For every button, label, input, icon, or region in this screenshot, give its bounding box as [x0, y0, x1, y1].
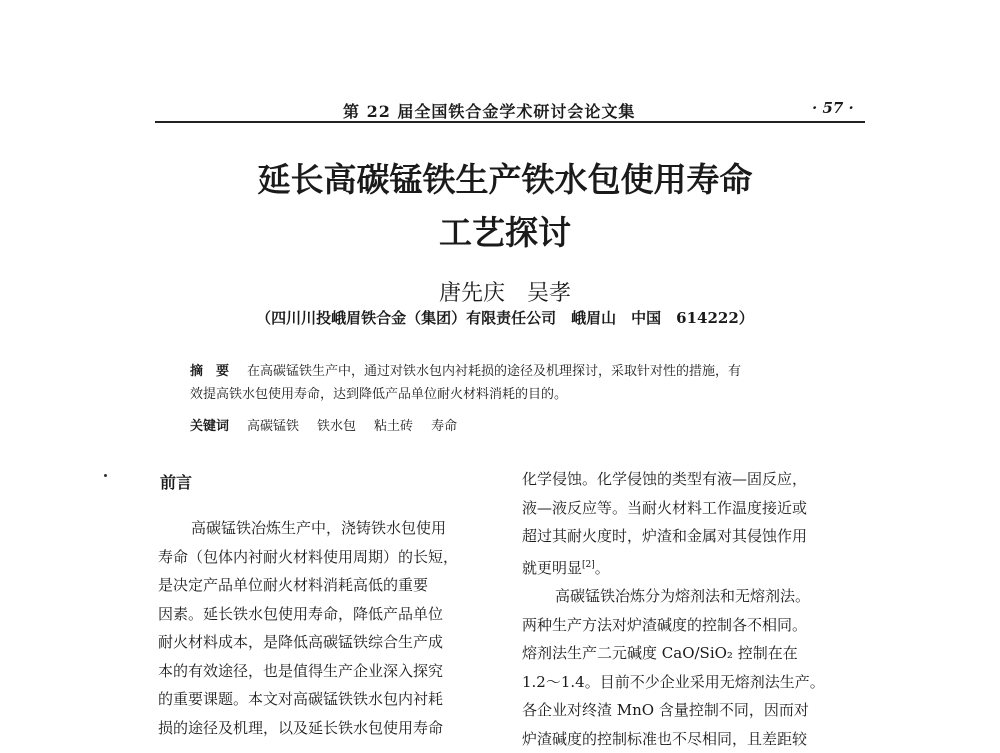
header-rule	[155, 121, 865, 123]
body-line: 损的途径及机理，以及延长铁水包使用寿命	[158, 714, 500, 743]
authors: 唐先庆 吴孝	[150, 276, 860, 307]
paper-title-line-1: 延长高碳锰铁生产铁水包使用寿命	[150, 154, 860, 201]
keyword-item: 寿命	[431, 419, 457, 434]
body-line: 化学侵蚀。化学侵蚀的类型有液—固反应，	[522, 465, 867, 494]
body-line: 高碳锰铁冶炼分为熔剂法和无熔剂法。	[522, 582, 867, 611]
paper-title-line-2: 工艺探讨	[150, 207, 860, 254]
body-line: 耐火材料成本，是降低高碳锰铁综合生产成	[158, 628, 500, 657]
abstract-line-2: 效提高铁水包使用寿命，达到降低产品单位耐火材料消耗的目的。	[190, 387, 567, 402]
body-line: 寿命（包体内衬耐火材料使用周期）的长短，	[158, 543, 500, 572]
affiliation: （四川川投峨眉铁合金（集团）有限责任公司 峨眉山 中国 614222）	[150, 307, 860, 328]
keyword-item: 铁水包	[317, 419, 356, 434]
body-line: 因素。延长铁水包使用寿命，降低产品单位	[158, 600, 500, 629]
keywords-label: 关键词	[190, 419, 229, 434]
keyword-item: 粘土砖	[374, 419, 413, 434]
right-column-body	[522, 465, 867, 753]
body-line: 高碳锰铁冶炼生产中，浇铸铁水包使用	[158, 514, 500, 543]
body-line: 液—液反应等。当耐火材料工作温度接近或	[522, 494, 867, 523]
body-line: 炉渣碱度的控制标准也不尽相同，且差距较	[522, 725, 867, 753]
left-column-body	[158, 514, 500, 742]
keywords	[190, 415, 850, 434]
body-line: 两种生产方法对炉渣碱度的控制各不相同。	[522, 611, 867, 640]
keyword-item: 高碳锰铁	[247, 419, 299, 434]
abstract	[190, 360, 850, 406]
abstract-line-1: 在高碳锰铁生产中，通过对铁水包内衬耗损的途径及机理探讨，采取针对性的措施，有	[247, 364, 741, 379]
body-line: 各企业对终渣 MnO 含量控制不同，因而对	[522, 696, 867, 725]
abstract-label: 摘 要	[190, 364, 229, 379]
body-line: 就更明显	[522, 559, 582, 577]
body-line: 熔剂法生产二元碱度 CaO/SiO₂ 控制在在	[522, 639, 867, 668]
body-line: 是决定产品单位耐火材料消耗高低的重要	[158, 571, 500, 600]
section-heading-intro: 前言	[160, 470, 192, 493]
body-line: 1.2～1.4。目前不少企业采用无熔剂法生产。	[522, 668, 867, 697]
scan-speck	[104, 474, 107, 477]
running-header-title: 第 22 届全国铁合金学术研讨会论文集	[343, 99, 635, 122]
body-line: 超过其耐火度时，炉渣和金属对其侵蚀作用	[522, 522, 867, 551]
citation-ref: [2]	[582, 560, 595, 570]
page-number: · 57 ·	[812, 99, 854, 117]
body-line: 的重要课题。本文对高碳锰铁铁水包内衬耗	[158, 685, 500, 714]
body-line: 本的有效途径，也是值得生产企业深入探究	[158, 657, 500, 686]
body-line-end: 。	[595, 559, 610, 577]
